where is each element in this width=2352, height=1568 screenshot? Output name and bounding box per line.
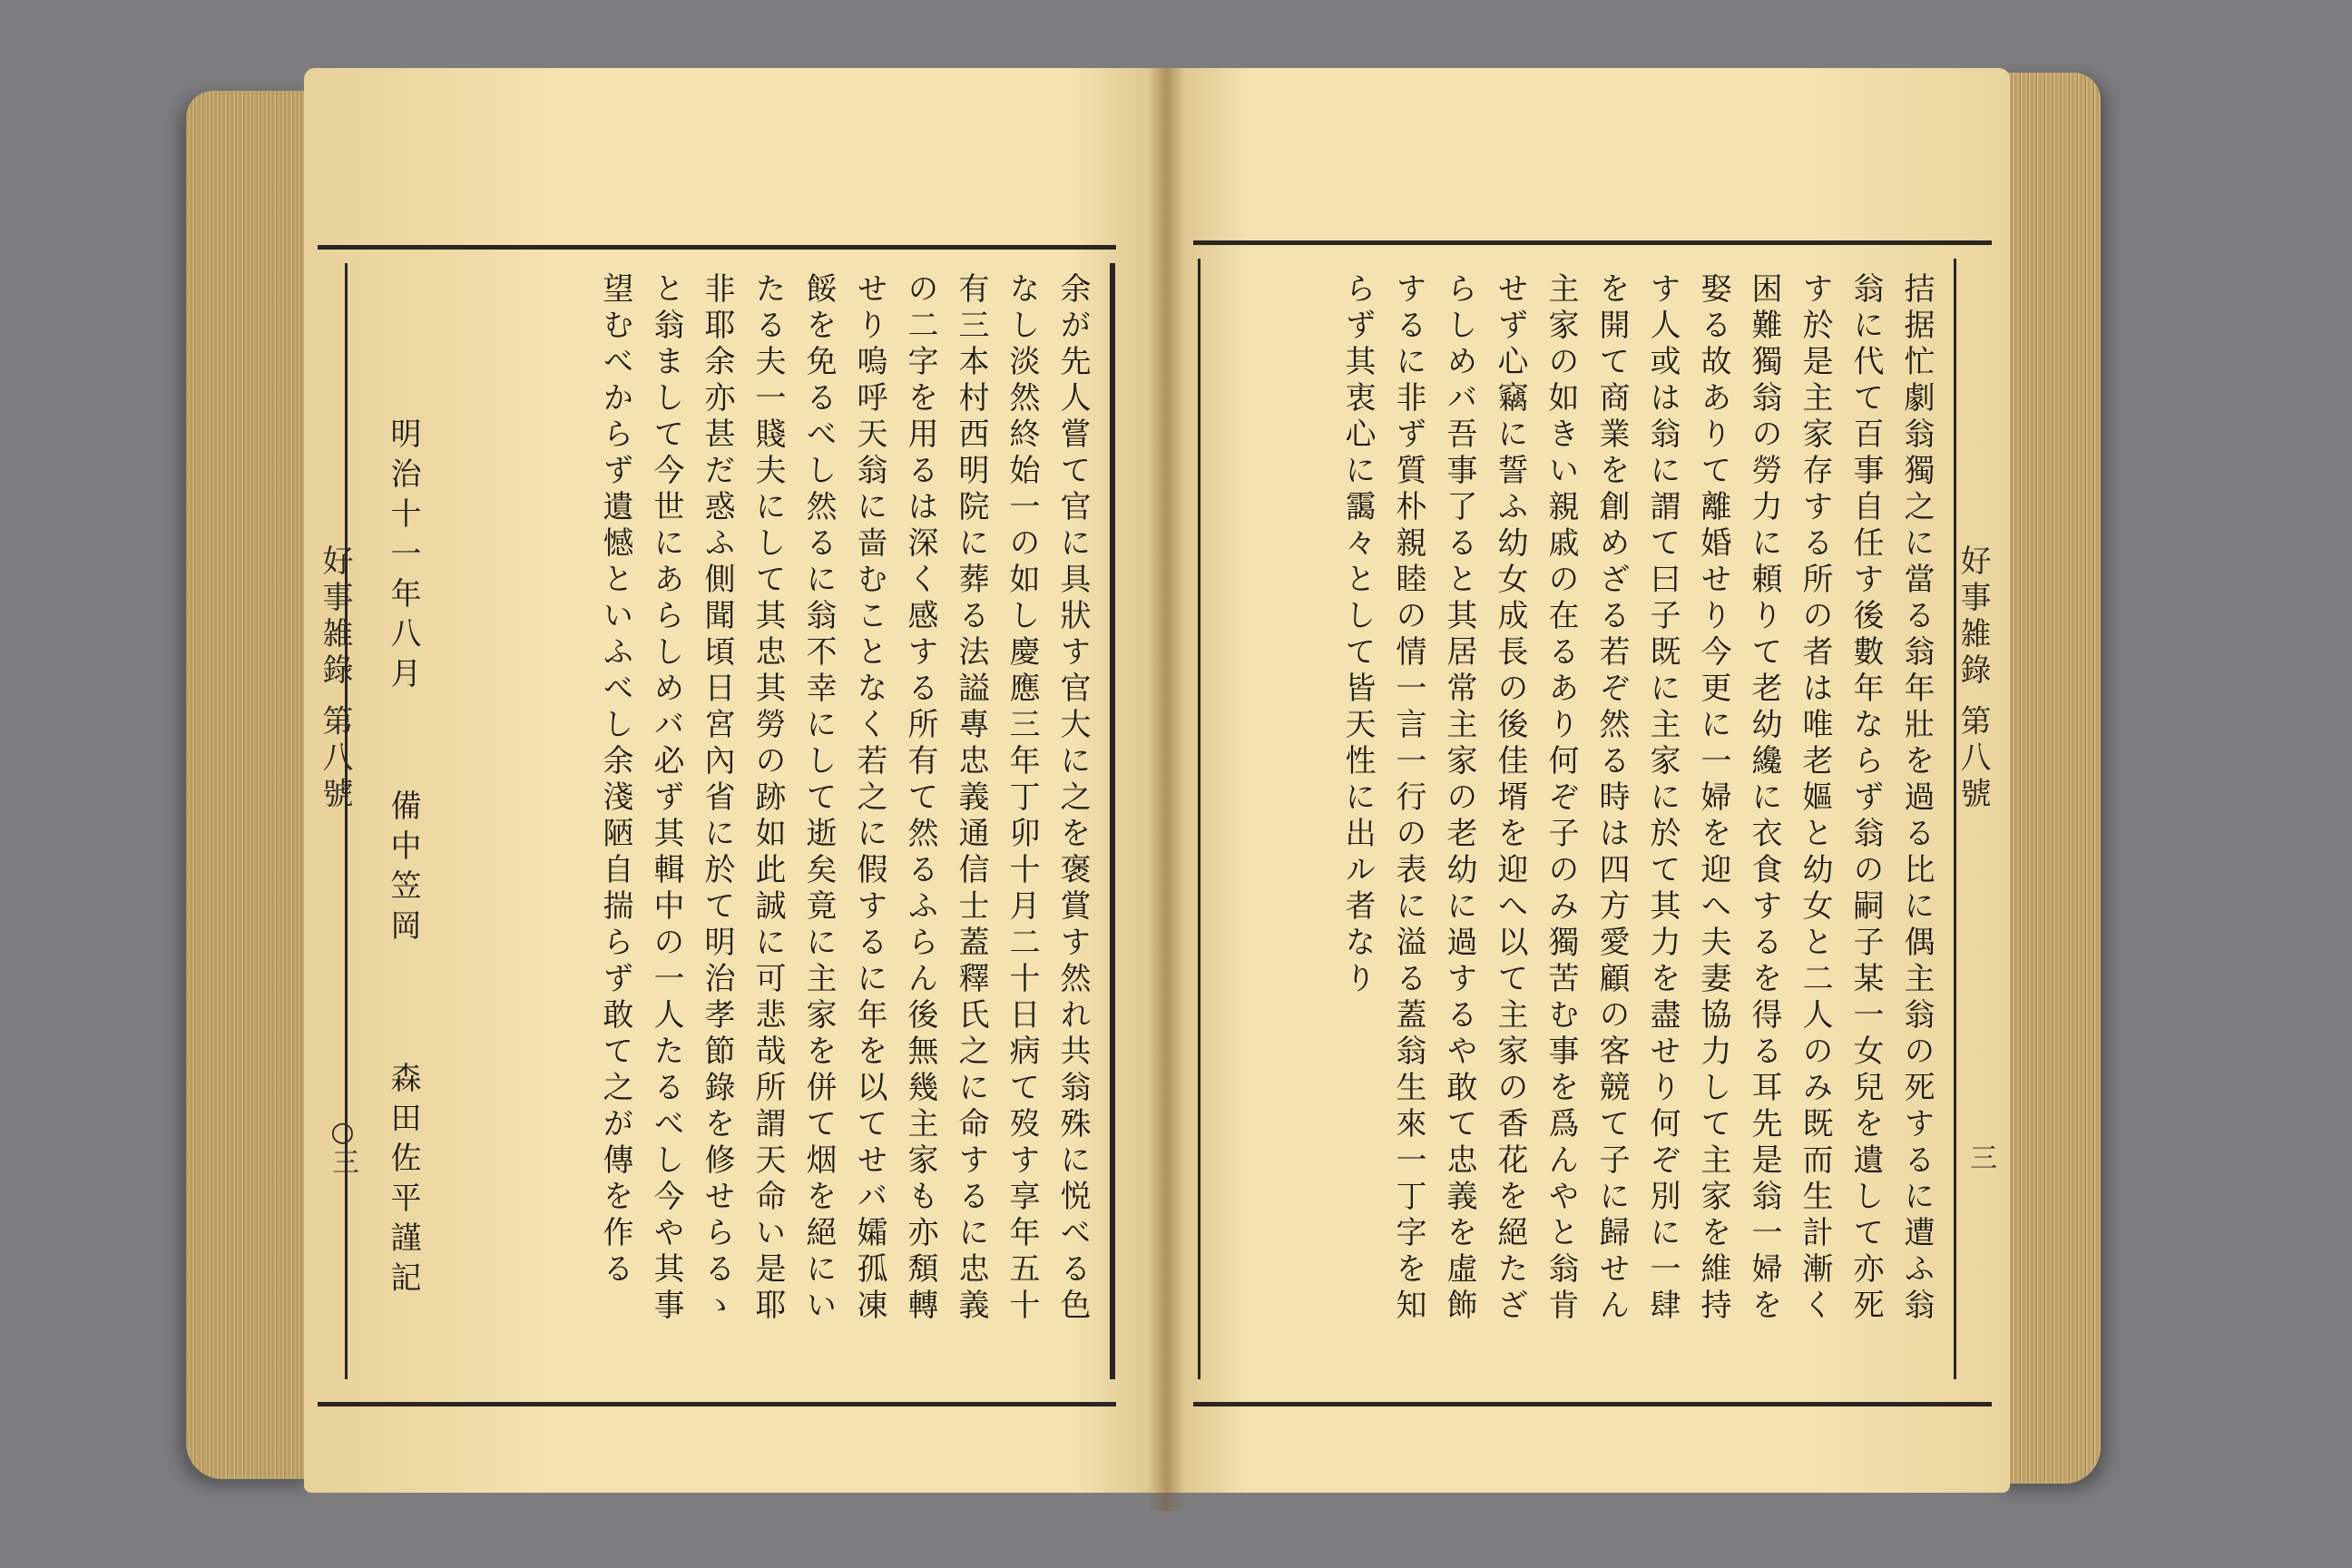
- left-body-text: 余が先人嘗て官に具狀す官大に之を褒賞す然れ共翁殊に悦べる色なし淡然終始一の如し慶應三年丁卯十月二十日病て歿す享年五十有三本村西明院に葬る法謚專忠義通信士蓋釋氏之に命するに忠義の二字を用るは深く感する所有て然るふらん後無幾主家も亦頽轉せり嗚呼天翁に啬むことなく若之に假するに年を以てせバ孀孤凍餒を免るべし然るに翁不幸にして逝矣竟に主家を併て烟を絕にいたる夫一賤夫にして其忠其勞の跡如此誠に可悲哉所謂天命い是耶非耶余亦甚だ惑ふ側聞頃日宮內省に於て明治孝節錄を修せらるゝと翁まして今世にあらしめバ必ず其輯中の一人たるべし今や其事望むべからず遺憾といふべし余淺陋自揣らず敢て之が傳を作る: [597, 272, 1091, 1325]
- book-page-edges-right: [1996, 73, 2101, 1484]
- book-gutter: [1148, 68, 1184, 1511]
- left-date: 明治十一年八月: [385, 417, 421, 697]
- left-place: 備中笠岡: [385, 789, 421, 949]
- book-page-edges-left: [186, 91, 313, 1479]
- right-page-number: 三: [1965, 1143, 1996, 1171]
- left-page-number: ○三: [327, 1116, 358, 1175]
- right-body-text: 拮据忙劇翁獨之に當る翁年壯を過る比に偶主翁の死するに遭ふ翁翁に代て百事自任す後數年ならず翁の嗣子某一女兒を遺して亦死す於是主家存する所の者は唯老嫗と幼女と二人のみ既而生計漸く困難獨翁の勞力に頼りて老幼纔に衣食するを得る耳先是翁一婦を娶る故ありて離婚せり今更に一婦を迎へ夫妻協力して主家を維持す人或は翁に謂て曰子既に主家に於て其力を盡せり何ぞ別に一肆を開て商業を創めざる若ぞ然る時は四方愛顧の客競て子に歸せん主家の如きい親戚の在るあり何ぞ子のみ獨苦む事を爲んやと翁肯せず心竊に誓ふ幼女成長の後佳壻を迎へ以て主家の香花を絕たざらしめバ吾事了ると其居常主家の老幼に過するや敢て忠義を虛飾するに非ず質朴親睦の情一言一行の表に溢る蓋翁生來一丁字を知らず其衷心に靄々として皆天性に出ル者なり: [1339, 272, 1935, 1325]
- left-author: 森田佐平謹記: [385, 1062, 421, 1301]
- right-margin-title: 好事雑錄 第八號: [1955, 544, 1991, 814]
- left-margin-title: 好事雑錄 第八號: [317, 544, 353, 814]
